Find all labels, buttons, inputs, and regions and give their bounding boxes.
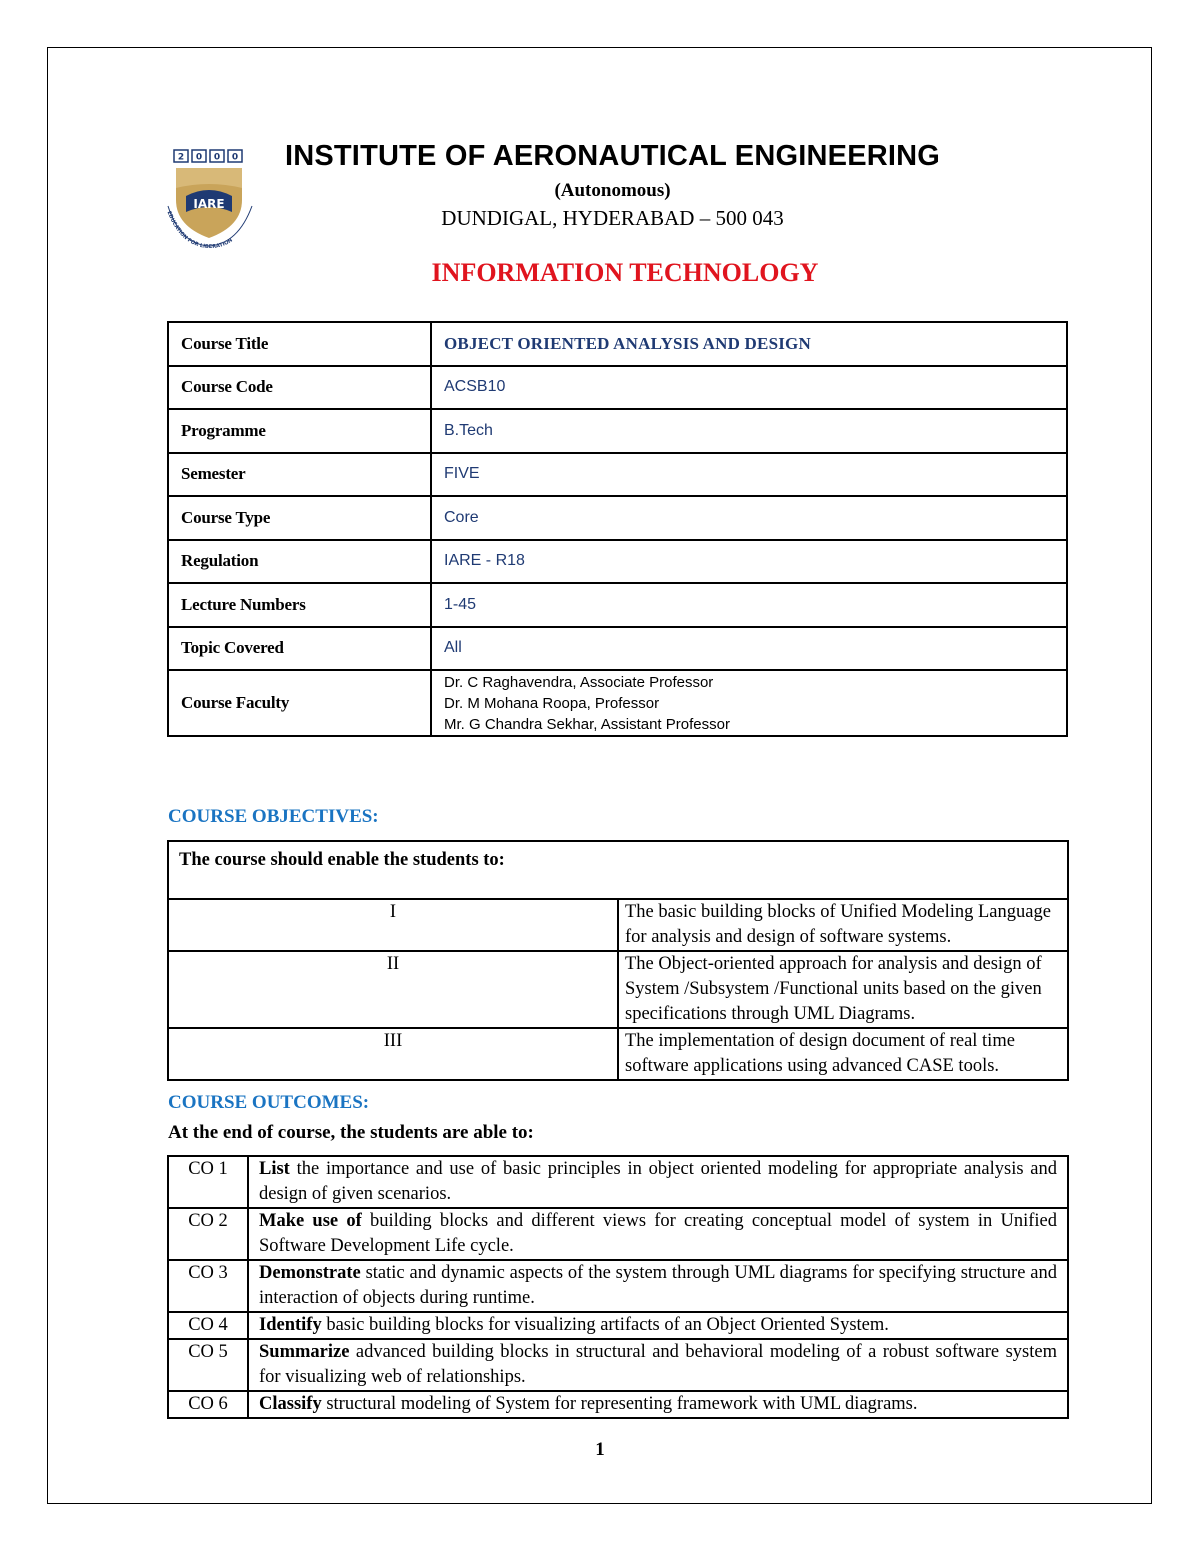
outcome-number: CO 6	[168, 1391, 248, 1418]
info-row-semester	[168, 453, 1067, 497]
department-title: INFORMATION TECHNOLOGY	[431, 258, 819, 287]
outcome-verb: Summarize	[259, 1342, 350, 1362]
info-label: Course Title	[181, 333, 269, 353]
objective-row	[168, 1028, 1068, 1080]
svg-text:0: 0	[213, 152, 221, 163]
outcome-number: CO 3	[168, 1260, 248, 1312]
outcome-row	[168, 1312, 1068, 1339]
info-row-lecture-numbers	[168, 583, 1067, 627]
outcome-row	[168, 1156, 1068, 1208]
faculty-member: Mr. G Chandra Sekhar, Assistant Professor	[444, 715, 730, 733]
outcome-verb: Make use of	[259, 1211, 362, 1231]
institute-name: INSTITUTE OF AERONAUTICAL ENGINEERING	[284, 140, 941, 172]
objective-text: The implementation of design document of real time software applications using advanced CASE tools.	[618, 1028, 1068, 1080]
outcomes-intro: At the end of course, the students are able to:	[168, 1122, 534, 1143]
outcome-verb: Classify	[259, 1394, 322, 1414]
svg-text:0: 0	[195, 152, 203, 163]
svg-text:IARE: IARE	[193, 197, 225, 211]
info-label: Regulation	[181, 551, 259, 571]
info-label: Course Type	[181, 507, 271, 527]
info-row-regulation	[168, 540, 1067, 584]
info-value: Core	[431, 496, 1067, 540]
info-label: Semester	[181, 464, 246, 484]
logo-year-boxes	[174, 150, 242, 163]
objective-number: I	[168, 899, 618, 951]
info-row-course-title	[168, 322, 1067, 366]
outcome-row	[168, 1208, 1068, 1260]
svg-text:EDUCATION FOR LIBERATION: EDUCATION FOR LIBERATION	[165, 210, 234, 248]
svg-text:0: 0	[231, 152, 239, 163]
course-outcomes-table	[167, 1155, 1069, 1419]
outcome-text: the importance and use of basic principles in object oriented modeling for appropriate analysis and design of given scenarios.	[259, 1159, 1057, 1204]
iare-logo	[160, 148, 260, 248]
info-value: FIVE	[431, 453, 1067, 497]
institute-address: DUNDIGAL, HYDERABAD – 500 043	[441, 206, 784, 230]
info-value: OBJECT ORIENTED ANALYSIS AND DESIGN	[431, 322, 1067, 366]
outcome-verb: List	[259, 1159, 290, 1179]
faculty-member: Dr. C Raghavendra, Associate Professor	[444, 673, 714, 691]
outcome-text: advanced building blocks in structural and behavioral modeling of a robust software system for visualizing web of relationships.	[259, 1342, 1057, 1387]
info-row-course-faculty	[168, 670, 1067, 736]
objective-row	[168, 899, 1068, 951]
autonomous-label: (Autonomous)	[554, 180, 671, 201]
objectives-intro: The course should enable the students to:	[168, 841, 1068, 899]
objective-number: II	[168, 951, 618, 1028]
info-value: B.Tech	[431, 409, 1067, 453]
outcome-row	[168, 1339, 1068, 1391]
info-row-course-type	[168, 496, 1067, 540]
info-value: IARE - R18	[431, 540, 1067, 584]
course-info-table	[167, 321, 1068, 737]
course-objectives-heading: COURSE OBJECTIVES:	[168, 806, 379, 827]
info-label: Course Code	[181, 377, 273, 397]
info-label: Programme	[181, 420, 266, 440]
objective-text: The basic building blocks of Unified Modeling Language for analysis and design of software systems.	[618, 899, 1068, 951]
outcome-text: building blocks and different views for creating conceptual model of system in Unified Software Development Life cycle.	[259, 1211, 1058, 1256]
info-row-course-code	[168, 366, 1067, 410]
outcome-number: CO 5	[168, 1339, 248, 1391]
outcome-row	[168, 1391, 1068, 1418]
info-value: All	[431, 627, 1067, 671]
objective-text: The Object-oriented approach for analysis and design of System /Subsystem /Functional units based on the given specifications through UML Diagrams.	[618, 951, 1068, 1028]
objective-row	[168, 951, 1068, 1028]
outcome-text: basic building blocks for visualizing artifacts of an Object Oriented System.	[321, 1315, 889, 1335]
course-outcomes-heading: COURSE OUTCOMES:	[168, 1092, 370, 1113]
info-row-programme	[168, 409, 1067, 453]
info-row-topic-covered	[168, 627, 1067, 671]
objective-number: III	[168, 1028, 618, 1080]
info-value: 1-45	[431, 583, 1067, 627]
info-value: ACSB10	[431, 366, 1067, 410]
outcome-number: CO 4	[168, 1312, 248, 1339]
outcome-number: CO 1	[168, 1156, 248, 1208]
outcome-verb: Identify	[259, 1315, 322, 1335]
outcome-verb: Demonstrate	[259, 1263, 361, 1283]
objectives-intro-row	[168, 841, 1068, 899]
outcome-row	[168, 1260, 1068, 1312]
outcome-number: CO 2	[168, 1208, 248, 1260]
outcome-text: structural modeling of System for representing framework with UML diagrams.	[321, 1394, 918, 1414]
course-objectives-table	[167, 840, 1069, 1081]
info-label: Lecture Numbers	[181, 594, 306, 614]
page-number: 1	[595, 1439, 605, 1460]
info-label: Course Faculty	[181, 693, 290, 712]
outcome-text: static and dynamic aspects of the system through UML diagrams for specifying structure and interaction of objects during runtime.	[259, 1263, 1057, 1308]
info-label: Topic Covered	[181, 638, 284, 658]
faculty-member: Dr. M Mohana Roopa, Professor	[444, 694, 660, 712]
svg-text:2: 2	[177, 152, 185, 163]
